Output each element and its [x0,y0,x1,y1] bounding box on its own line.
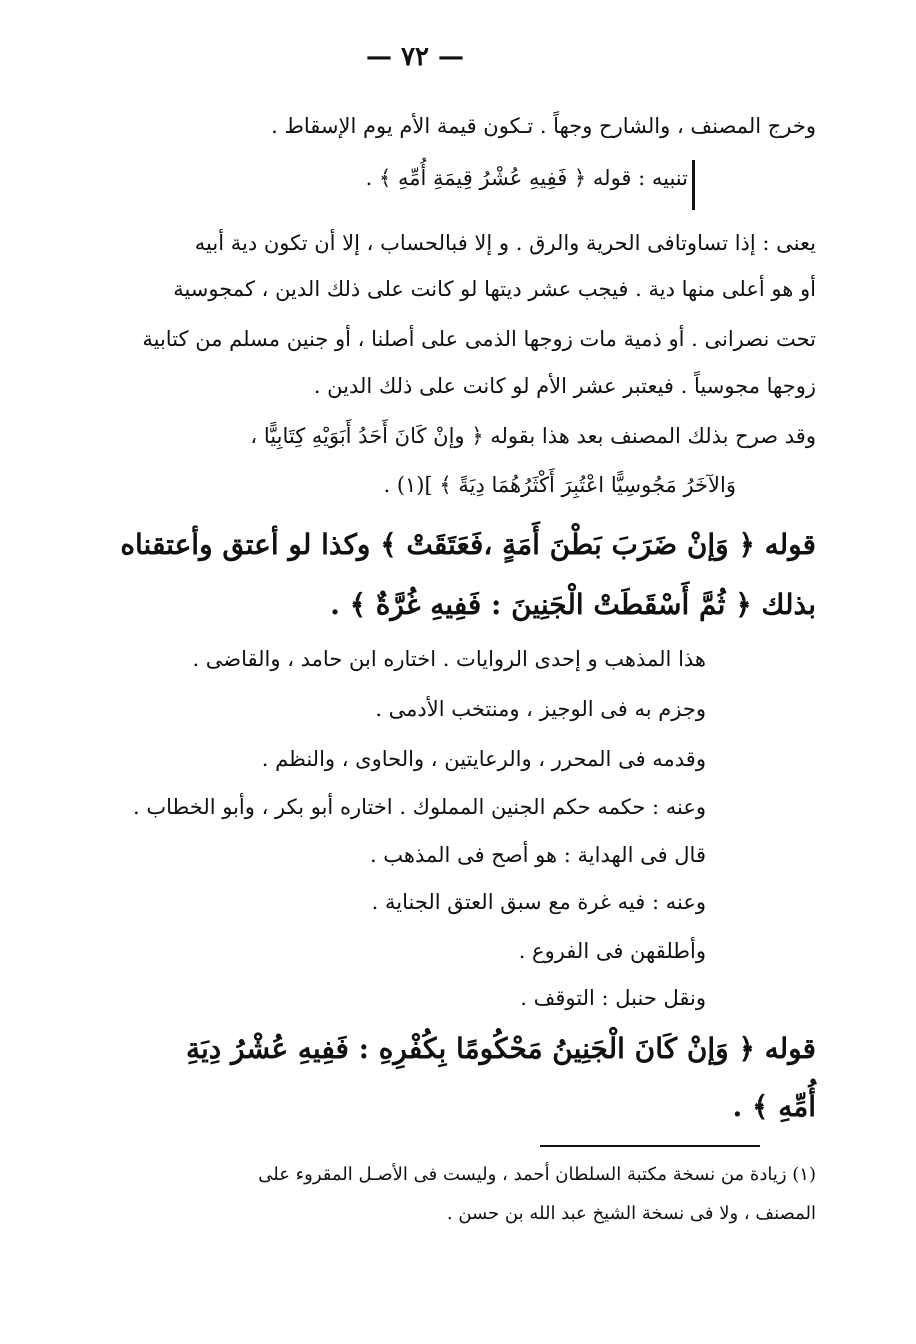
footnote-line: (١) زيادة من نسخة مكتبة السلطان أحمد ، وليست فى الأصـل المقروء على [258,1164,816,1185]
text-line: وجزم به فى الوجيز ، ومنتخب الأدمى . [375,697,706,721]
tanbih-line: تنبيه : قوله ﴿ فَفِيهِ عُشْرُ قِيمَةِ أُمِّهِ ﴾ . [365,166,688,190]
text-line: تحت نصرانى . أو ذمية مات زوجها الذمى على أصلنا ، أو جنين مسلم من كتابية [142,327,816,351]
text-line: هذا المذهب و إحدى الروايات . اختاره ابن حامد ، والقاضى . [192,647,706,671]
text-line: قال فى الهداية : هو أصح فى المذهب . [369,843,706,867]
heading-line: قوله ﴿ وَإنْ كَانَ الْجَنِينُ مَحْكُومًا بِكُفْرِهِ : فَفِيهِ عُشْرُ دِيَةِ [186,1032,816,1065]
text-line: زوجها مجوسياً . فيعتبر عشر الأم لو كانت على ذلك الدين . [313,374,816,398]
text-line: وأطلقهن فى الفروع . [518,939,706,963]
text-line: وقد صرح بذلك المصنف بعد هذا بقوله ﴿ وإنْ كَانَ أَحَدُ أَبَوَيْهِ كِتَابِيًّا ، [250,424,816,448]
footnote-line: المصنف ، ولا فى نسخة الشيخ عبد الله بن حسن . [446,1203,816,1224]
text-line: وَالآخَرُ مَجُوسِيًّا اعْتُبِرَ أَكْثَرُهُمَا دِيَةً ﴾ ](١) . [383,473,736,497]
tanbih-marker [692,160,695,210]
text-line: ونقل حنبل : التوقف . [520,986,706,1010]
heading-line: أُمِّهِ ﴾ . [732,1090,816,1123]
text-line: يعنى : إذا تساوتافى الحرية والرق . و إلا فبالحساب ، إلا أن تكون دية أبيه [194,231,816,255]
text-line: وقدمه فى المحرر ، والرعايتين ، والحاوى ، والنظم . [261,747,706,771]
text-line: أو هو أعلى منها دية . فيجب عشر ديتها لو كانت على ذلك الدين ، كمجوسية [173,277,816,301]
heading-line: بذلك ﴿ ثُمَّ أَسْقَطَتْ الْجَنِينَ : فَفِيهِ غُرَّةٌ ﴾ . [330,588,816,621]
text-line: وعنه : فيه غرة مع سبق العتق الجناية . [371,890,706,914]
heading-line: قوله ﴿ وَإنْ ضَرَبَ بَطْنَ أَمَةٍ ،فَعَتَقَتْ ﴾ وكذا لو أعتق وأعتقناه [120,528,816,561]
text-line: وخرج المصنف ، والشارح وجهاً . تـكون قيمة الأم يوم الإسقاط . [271,114,816,138]
footnote-divider [540,1145,760,1147]
page-number: — ٧٢ — [365,42,465,72]
text-line: وعنه : حكمه حكم الجنين المملوك . اختاره أبو بكر ، وأبو الخطاب . [133,795,706,819]
